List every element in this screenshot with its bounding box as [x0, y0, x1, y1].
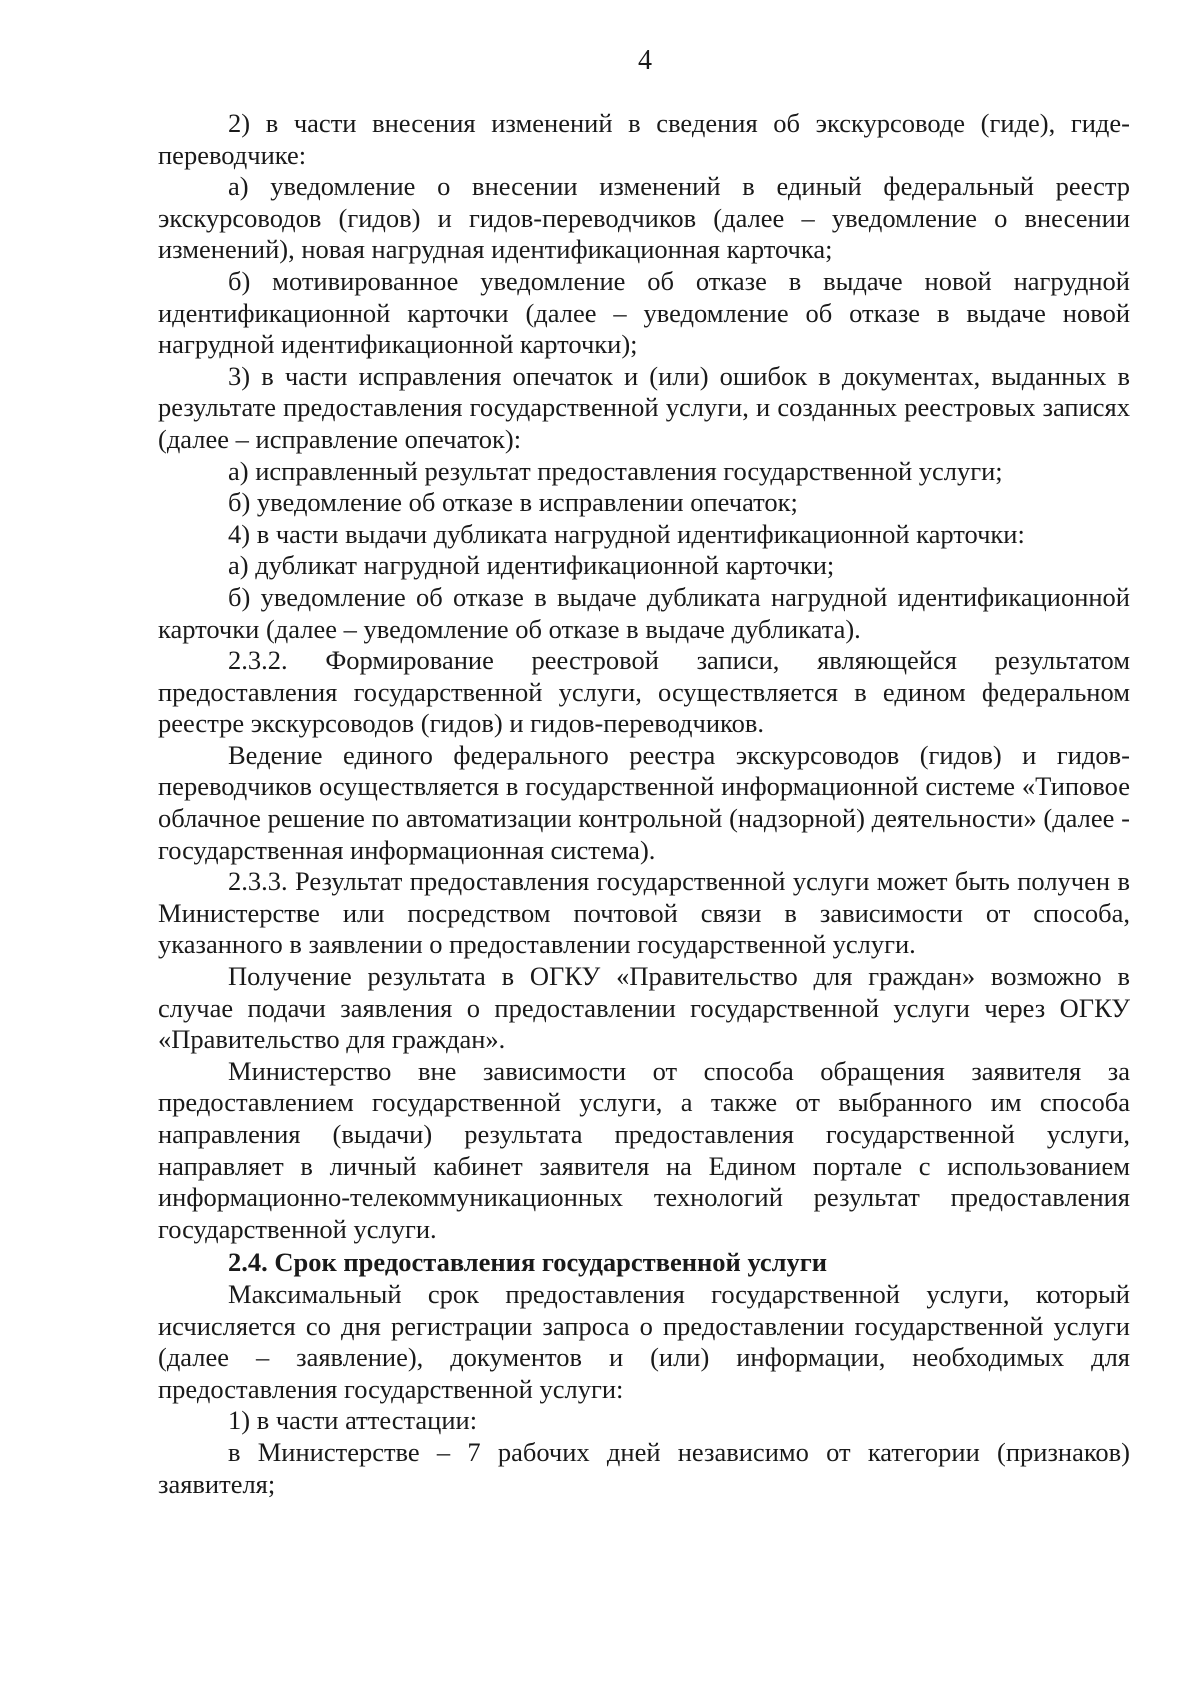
page-number: 4 — [638, 45, 652, 76]
paragraph-3-corrections: 3) в части исправления опечаток и (или) ошибок в документах, выданных в результате предоставления государственной услуги, и созданных реестровых записях (далее – исправление опечаток): — [158, 360, 1130, 454]
section-heading-2-4: 2.4. Срок предоставления государственной услуги — [228, 1247, 828, 1278]
paragraph-registry-maintenance: Ведение единого федерального реестра экскурсоводов (гидов) и гидов-переводчиков осуществляется в государственной информационной системе «Типовое облачное решение по автоматизации контрольной (надзорной) деятельности» (далее - государственная информационная система). — [158, 739, 1130, 865]
paragraph-2-changes: 2) в части внесения изменений в сведения об экскурсоводе (гиде), гиде-переводчике: — [158, 108, 1130, 170]
document-body — [158, 108, 1130, 1500]
paragraph-attestation: 1) в части аттестации: — [228, 1405, 478, 1436]
paragraph-4-duplicate: 4) в части выдачи дубликата нагрудной идентификационной карточки: — [228, 518, 1025, 549]
paragraph-ministry-term: в Министерстве – 7 рабочих дней независимо от категории (признаков) заявителя; — [158, 1436, 1130, 1499]
paragraph-ministry-portal: Министерство вне зависимости от способа обращения заявителя за предоставлением государственной услуги, а также от выбранного им способа направления (выдачи) результата предоставления государственной услуги, направляет в личный кабинет заявителя на Едином портале с использованием информационно-телекоммуникационных технологий результат предоставления государственной услуги. — [158, 1055, 1130, 1244]
paragraph-3a: а) исправленный результат предоставления государственной услуги; — [228, 455, 1003, 486]
paragraph-2-3-3: 2.3.3. Результат предоставления государственной услуги может быть получен в Министерстве или посредством почтовой связи в зависимости от способа, указанного в заявлении о предоставлении государственной услуги. — [158, 866, 1130, 960]
paragraph-2a: а) уведомление о внесении изменений в единый федеральный реестр экскурсоводов (гидов) и гидов-переводчиков (далее – уведомление о внесении изменений), новая нагрудная идентификационная карточка; — [158, 171, 1130, 265]
paragraph-2b: б) мотивированное уведомление об отказе в выдаче новой нагрудной идентификационной карточки (далее – уведомление об отказе в выдаче новой нагрудной идентификационной карточки); — [158, 265, 1130, 360]
paragraph-max-term: Максимальный срок предоставления государственной услуги, который исчисляется со дня регистрации запроса о предоставлении государственной услуги (далее – заявление), документов и (или) информации, необходимых для предоставления государственной услуги: — [158, 1278, 1130, 1404]
paragraph-ogku-result: Получение результата в ОГКУ «Правительство для граждан» возможно в случае подачи заявления о предоставлении государственной услуги через ОГКУ «Правительство для граждан». — [158, 961, 1130, 1055]
paragraph-2-3-2: 2.3.2. Формирование реестровой записи, являющейся результатом предоставления государственной услуги, осуществляется в едином федеральном реестре экскурсоводов (гидов) и гидов-переводчиков. — [158, 645, 1130, 739]
paragraph-3b: б) уведомление об отказе в исправлении опечаток; — [228, 487, 798, 518]
paragraph-4b: б) уведомление об отказе в выдаче дубликата нагрудной идентификационной карточки (далее – уведомление об отказе в выдаче дубликата). — [158, 581, 1130, 644]
paragraph-4a: а) дубликат нагрудной идентификационной карточки; — [228, 550, 835, 581]
